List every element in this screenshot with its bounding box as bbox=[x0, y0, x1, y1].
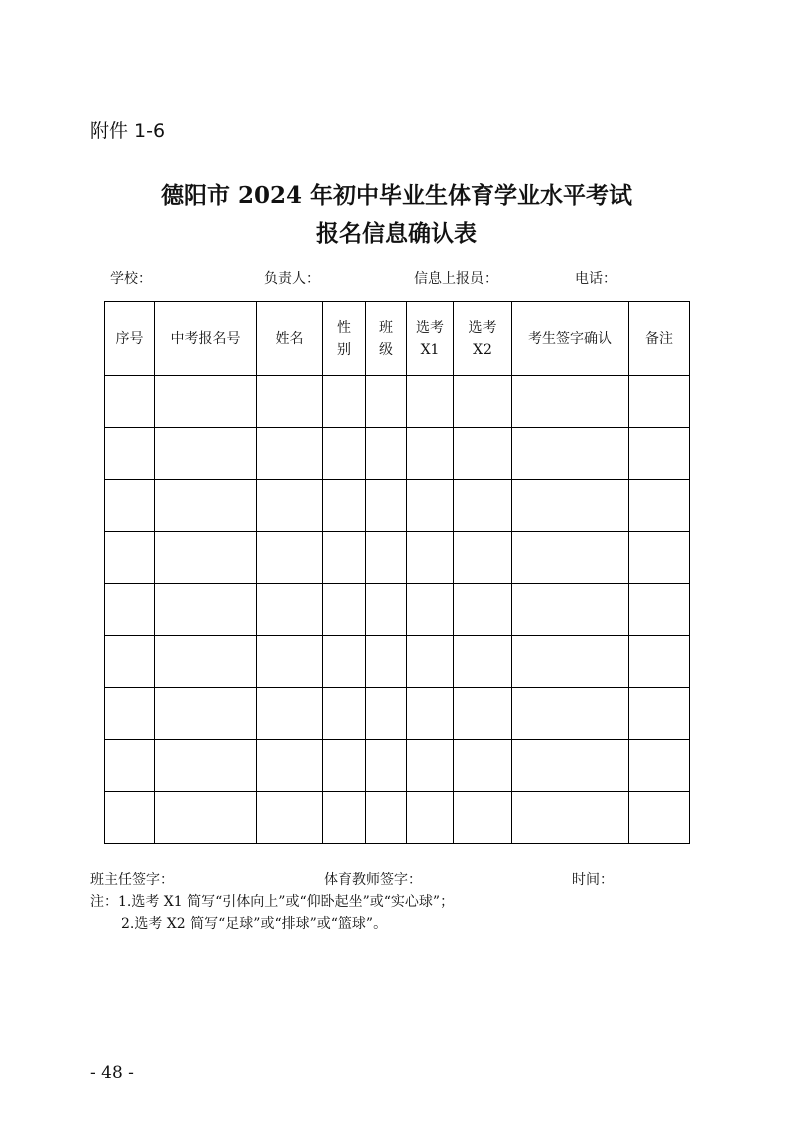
table-cell bbox=[105, 636, 155, 688]
table-cell bbox=[454, 792, 512, 844]
table-cell bbox=[454, 480, 512, 532]
table-cell bbox=[105, 480, 155, 532]
table-cell bbox=[629, 688, 690, 740]
table-cell bbox=[323, 480, 366, 532]
table-cell bbox=[366, 532, 407, 584]
phone-label: 电话： bbox=[575, 271, 617, 287]
header-name: 姓名 bbox=[257, 302, 323, 376]
table-cell bbox=[512, 740, 629, 792]
table-cell bbox=[323, 376, 366, 428]
pe-teacher-signature-label: 体育教师签字： bbox=[324, 872, 422, 888]
header-class: 班 级 bbox=[366, 302, 407, 376]
table-cell bbox=[323, 636, 366, 688]
school-label: 学校： bbox=[110, 271, 152, 287]
table-cell bbox=[105, 428, 155, 480]
table-cell bbox=[454, 688, 512, 740]
table-row bbox=[105, 792, 690, 844]
class-teacher-signature-label: 班主任签字： bbox=[90, 872, 174, 888]
table-cell bbox=[407, 376, 454, 428]
table-cell bbox=[407, 792, 454, 844]
table-cell bbox=[105, 584, 155, 636]
table-cell bbox=[155, 480, 257, 532]
header-remarks: 备注 bbox=[629, 302, 690, 376]
table-cell bbox=[155, 636, 257, 688]
header-signature: 考生签字确认 bbox=[512, 302, 629, 376]
header-row bbox=[105, 302, 690, 376]
document-title: 德阳市 2024 年初中毕业生体育学业水平考试 bbox=[160, 182, 633, 209]
table-cell bbox=[629, 584, 690, 636]
table-cell bbox=[454, 376, 512, 428]
table-cell bbox=[323, 688, 366, 740]
table-cell bbox=[155, 532, 257, 584]
header-index: 序号 bbox=[105, 302, 155, 376]
table-cell bbox=[366, 584, 407, 636]
table-cell bbox=[257, 480, 323, 532]
table-cell bbox=[629, 792, 690, 844]
table-cell bbox=[454, 584, 512, 636]
table-cell bbox=[407, 636, 454, 688]
table-cell bbox=[155, 740, 257, 792]
table-cell bbox=[629, 636, 690, 688]
table-cell bbox=[155, 688, 257, 740]
table-cell bbox=[323, 532, 366, 584]
table-cell bbox=[629, 428, 690, 480]
table-cell bbox=[366, 480, 407, 532]
header-option-x1: 选考 X1 bbox=[407, 302, 454, 376]
table-cell bbox=[512, 584, 629, 636]
table-row bbox=[105, 376, 690, 428]
attachment-label: 附件 1-6 bbox=[90, 120, 166, 142]
table-row bbox=[105, 480, 690, 532]
table-cell bbox=[155, 792, 257, 844]
table-cell bbox=[155, 428, 257, 480]
table-cell bbox=[512, 532, 629, 584]
table-cell bbox=[454, 532, 512, 584]
table-cell bbox=[257, 428, 323, 480]
page-number: - 48 - bbox=[90, 1063, 134, 1083]
table-cell bbox=[366, 376, 407, 428]
table-cell bbox=[629, 740, 690, 792]
reporter-label: 信息上报员： bbox=[414, 271, 498, 287]
table-row bbox=[105, 428, 690, 480]
table-cell bbox=[512, 428, 629, 480]
table-cell bbox=[512, 636, 629, 688]
table-cell bbox=[105, 688, 155, 740]
table-cell bbox=[629, 480, 690, 532]
note-line-2: 2.选考 X2 简写“足球”或“排球”或“篮球”。 bbox=[121, 916, 388, 932]
table-cell bbox=[454, 740, 512, 792]
header-option-x2: 选考 X2 bbox=[454, 302, 512, 376]
table-cell bbox=[257, 584, 323, 636]
table-cell bbox=[257, 532, 323, 584]
table-cell bbox=[366, 740, 407, 792]
table-cell bbox=[629, 376, 690, 428]
table-cell bbox=[366, 636, 407, 688]
table-cell bbox=[512, 688, 629, 740]
table-cell bbox=[257, 688, 323, 740]
header-exam-number: 中考报名号 bbox=[155, 302, 257, 376]
table-cell bbox=[105, 740, 155, 792]
table-row bbox=[105, 740, 690, 792]
table-cell bbox=[257, 792, 323, 844]
table-row bbox=[105, 584, 690, 636]
table-row bbox=[105, 688, 690, 740]
table-cell bbox=[257, 376, 323, 428]
table-cell bbox=[454, 636, 512, 688]
table-cell bbox=[323, 792, 366, 844]
table-cell bbox=[407, 688, 454, 740]
table-cell bbox=[407, 740, 454, 792]
leader-label: 负责人： bbox=[264, 271, 320, 287]
header-gender: 性 别 bbox=[323, 302, 366, 376]
table-row bbox=[105, 532, 690, 584]
table-cell bbox=[407, 532, 454, 584]
table-cell bbox=[366, 688, 407, 740]
note-line-1: 注：1.选考 X1 简写“引体向上”或“仰卧起坐”或“实心球”； bbox=[90, 894, 455, 910]
table-cell bbox=[629, 532, 690, 584]
table-cell bbox=[512, 480, 629, 532]
document-subtitle: 报名信息确认表 bbox=[316, 220, 477, 247]
table-cell bbox=[323, 740, 366, 792]
time-label: 时间： bbox=[572, 872, 614, 888]
table-cell bbox=[155, 584, 257, 636]
table-cell bbox=[257, 740, 323, 792]
table-cell bbox=[407, 480, 454, 532]
table-cell bbox=[407, 584, 454, 636]
table-cell bbox=[454, 428, 512, 480]
table-cell bbox=[105, 532, 155, 584]
table-cell bbox=[512, 376, 629, 428]
table-cell bbox=[512, 792, 629, 844]
registration-table bbox=[104, 301, 690, 844]
table-cell bbox=[105, 792, 155, 844]
table-cell bbox=[407, 428, 454, 480]
table-cell bbox=[323, 584, 366, 636]
table-cell bbox=[155, 376, 257, 428]
table-cell bbox=[366, 792, 407, 844]
table-row bbox=[105, 636, 690, 688]
table-cell bbox=[105, 376, 155, 428]
table-cell bbox=[257, 636, 323, 688]
table-cell bbox=[323, 428, 366, 480]
table-cell bbox=[366, 428, 407, 480]
